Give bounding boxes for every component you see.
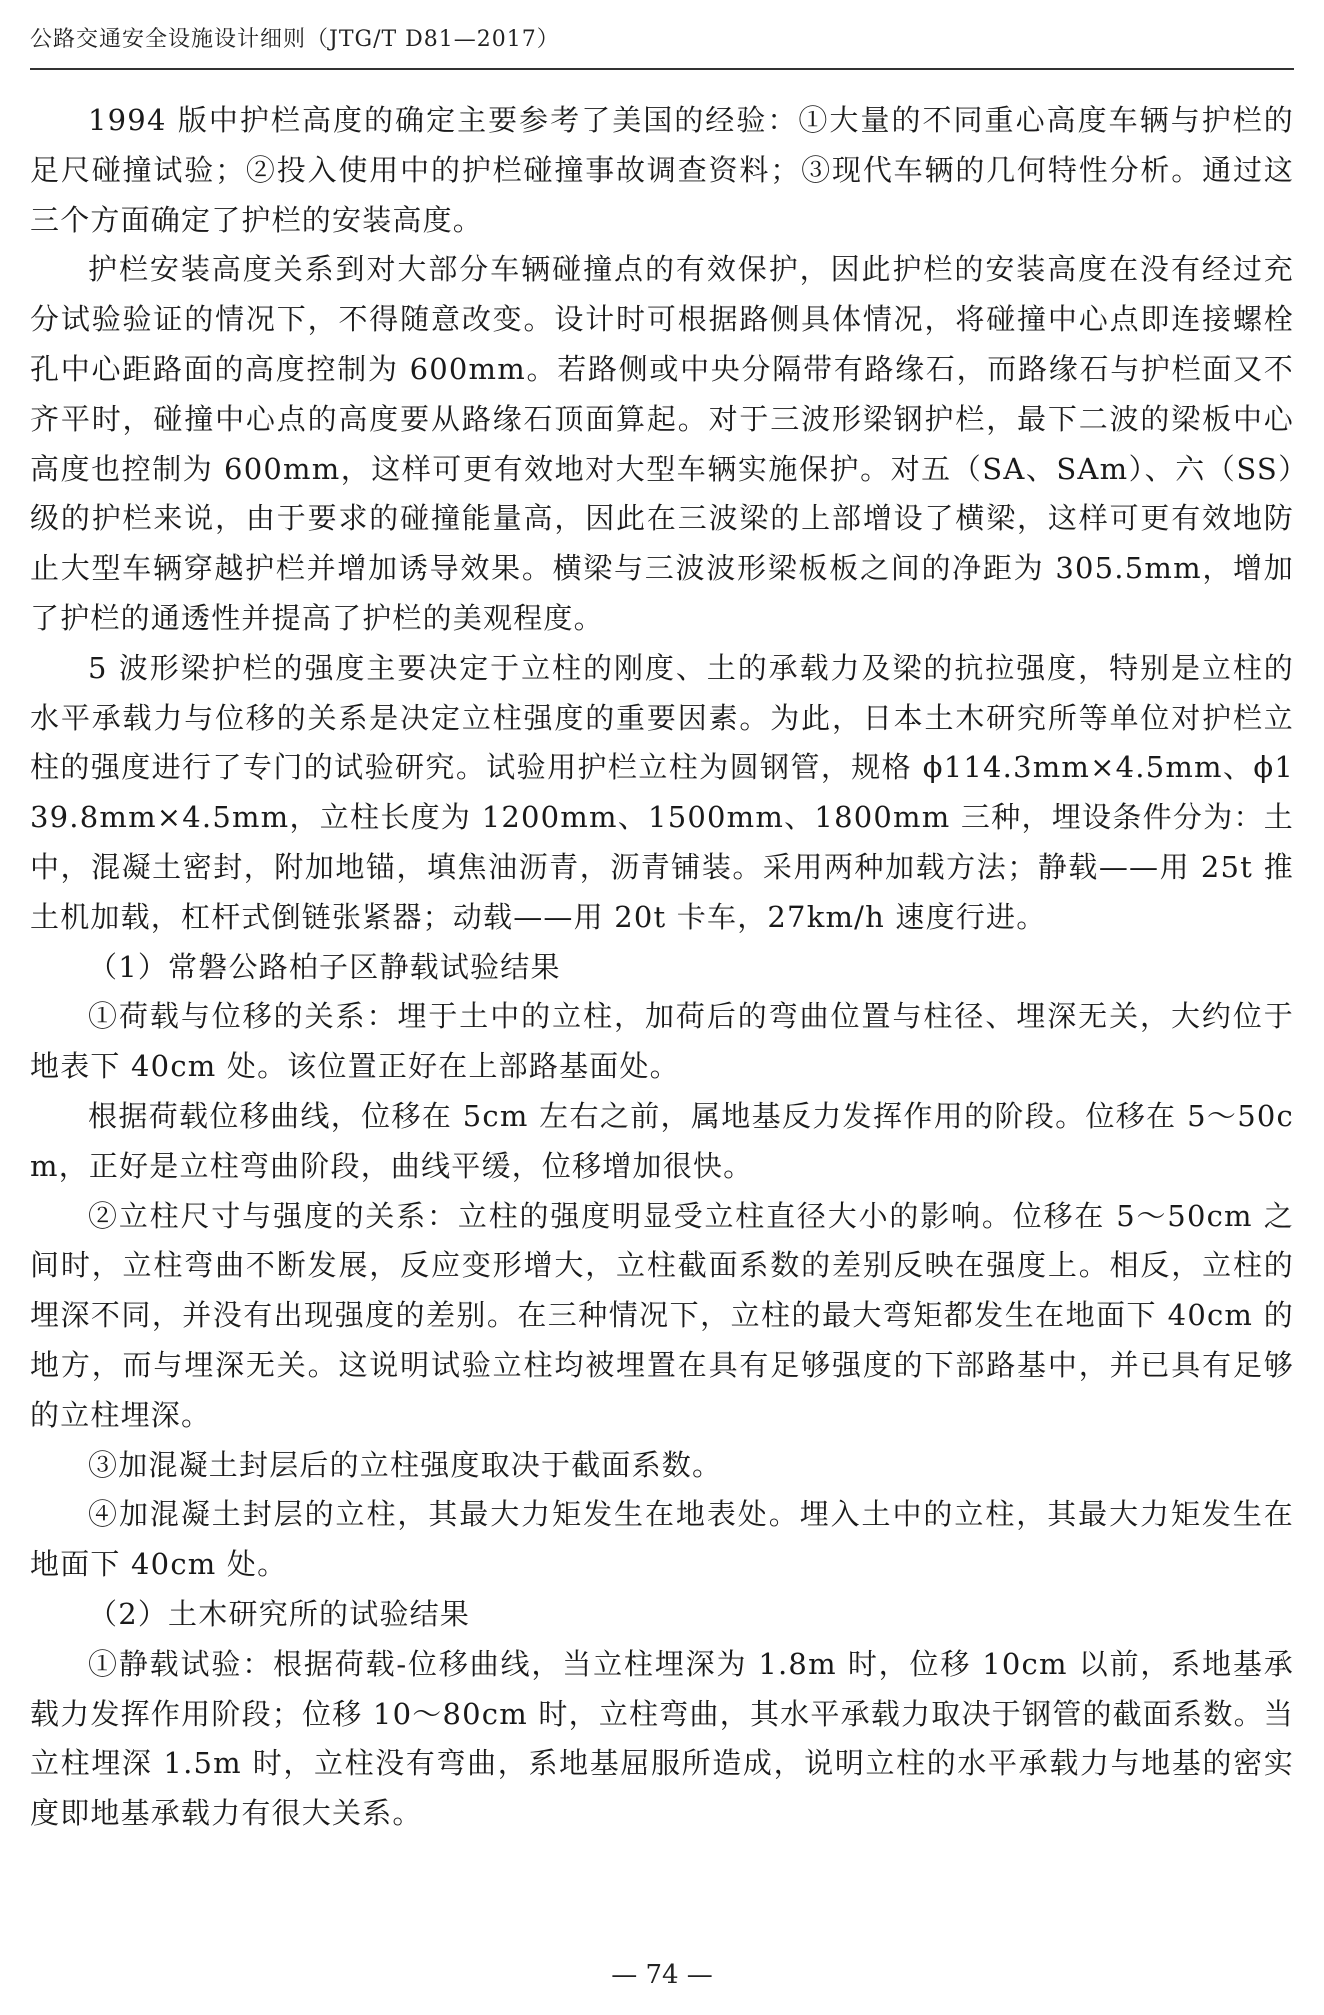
paragraph: ②立柱尺寸与强度的关系：立柱的强度明显受立柱直径大小的影响。位移在 5～50cm 之间时，立柱弯曲不断发展，反应变形增大，立柱截面系数的差别反映在强度上。相反，立柱的埋深不同，并没有出现强度的差别。在三种情况下，立柱的最大弯矩都发生在地面下 40cm 的地方，而与埋深无关。这说明试验立柱均被埋置在具有足够强度的下部路基中，并已具有足够的立柱埋深。 xyxy=(30,1198,1294,1432)
page-number: — 74 — xyxy=(611,1960,713,1990)
paragraph: ①荷载与位移的关系：埋于土中的立柱，加荷后的弯曲位置与柱径、埋深无关，大约位于地表下 40cm 处。该位置正好在上部路基面处。 xyxy=(30,999,1294,1084)
paragraph: ③加混凝土封层后的立柱强度取决于截面系数。 xyxy=(88,1447,723,1482)
section-heading: （1）常磐公路柏子区静载试验结果 xyxy=(88,949,561,984)
body-text xyxy=(30,96,1294,1839)
running-header: 公路交通安全设施设计细则（JTG/T D81—2017） xyxy=(30,27,560,52)
paragraph: 1994 版中护栏高度的确定主要参考了美国的经验：①大量的不同重心高度车辆与护栏的足尺碰撞试验；②投入使用中的护栏碰撞事故调查资料；③现代车辆的几何特性分析。通过这三个方面确定了护栏的安装高度。 xyxy=(30,103,1294,237)
paragraph: 根据荷载位移曲线，位移在 5cm 左右之前，属地基反力发挥作用的阶段。位移在 5～50cm，正好是立柱弯曲阶段，曲线平缓，位移增加很快。 xyxy=(30,1098,1294,1183)
paragraph: 5 波形梁护栏的强度主要决定于立柱的刚度、土的承载力及梁的抗拉强度，特别是立柱的水平承载力与位移的关系是决定立柱强度的重要因素。为此，日本土木研究所等单位对护栏立柱的强度进行了专门的试验研究。试验用护栏立柱为圆钢管，规格 ϕ114.3mm×4.5mm、ϕ139.8mm×4.5mm，立柱长度为 1200mm、1500mm、1800mm 三种，埋设条件分为：土中，混凝土密封，附加地锚，填焦油沥青，沥青铺装。采用两种加载方法；静载——用 25t 推土机加载，杠杆式倒链张紧器；动载——用 20t 卡车，27km/h 速度行进。 xyxy=(30,650,1294,934)
header-rule xyxy=(30,68,1294,70)
paragraph: ①静载试验：根据荷载-位移曲线，当立柱埋深为 1.8m 时，位移 10cm 以前，系地基承载力发挥作用阶段；位移 10～80cm 时，立柱弯曲，其水平承载力取决于钢管的截面系数。当立柱埋深 1.5m 时，立柱没有弯曲，系地基屈服所造成，说明立柱的水平承载力与地基的密实度即地基承载力有很大关系。 xyxy=(30,1646,1294,1831)
paragraph: 护栏安装高度关系到对大部分车辆碰撞点的有效保护，因此护栏的安装高度在没有经过充分试验验证的情况下，不得随意改变。设计时可根据路侧具体情况，将碰撞中心点即连接螺栓孔中心距路面的高度控制为 600mm。若路侧或中央分隔带有路缘石，而路缘石与护栏面又不齐平时，碰撞中心点的高度要从路缘石顶面算起。对于三波形梁钢护栏，最下二波的梁板中心高度也控制为 600mm，这样可更有效地对大型车辆实施保护。对五（SA、SAm）、六（SS）级的护栏来说，由于要求的碰撞能量高，因此在三波梁的上部增设了横梁，这样可更有效地防止大型车辆穿越护栏并增加诱导效果。横梁与三波波形梁板板之间的净距为 305.5mm，增加了护栏的通透性并提高了护栏的美观程度。 xyxy=(30,252,1294,635)
paragraph: ④加混凝土封层的立柱，其最大力矩发生在地表处。埋入土中的立柱，其最大力矩发生在地面下 40cm 处。 xyxy=(30,1497,1294,1582)
section-heading: （2）土木研究所的试验结果 xyxy=(88,1596,471,1631)
